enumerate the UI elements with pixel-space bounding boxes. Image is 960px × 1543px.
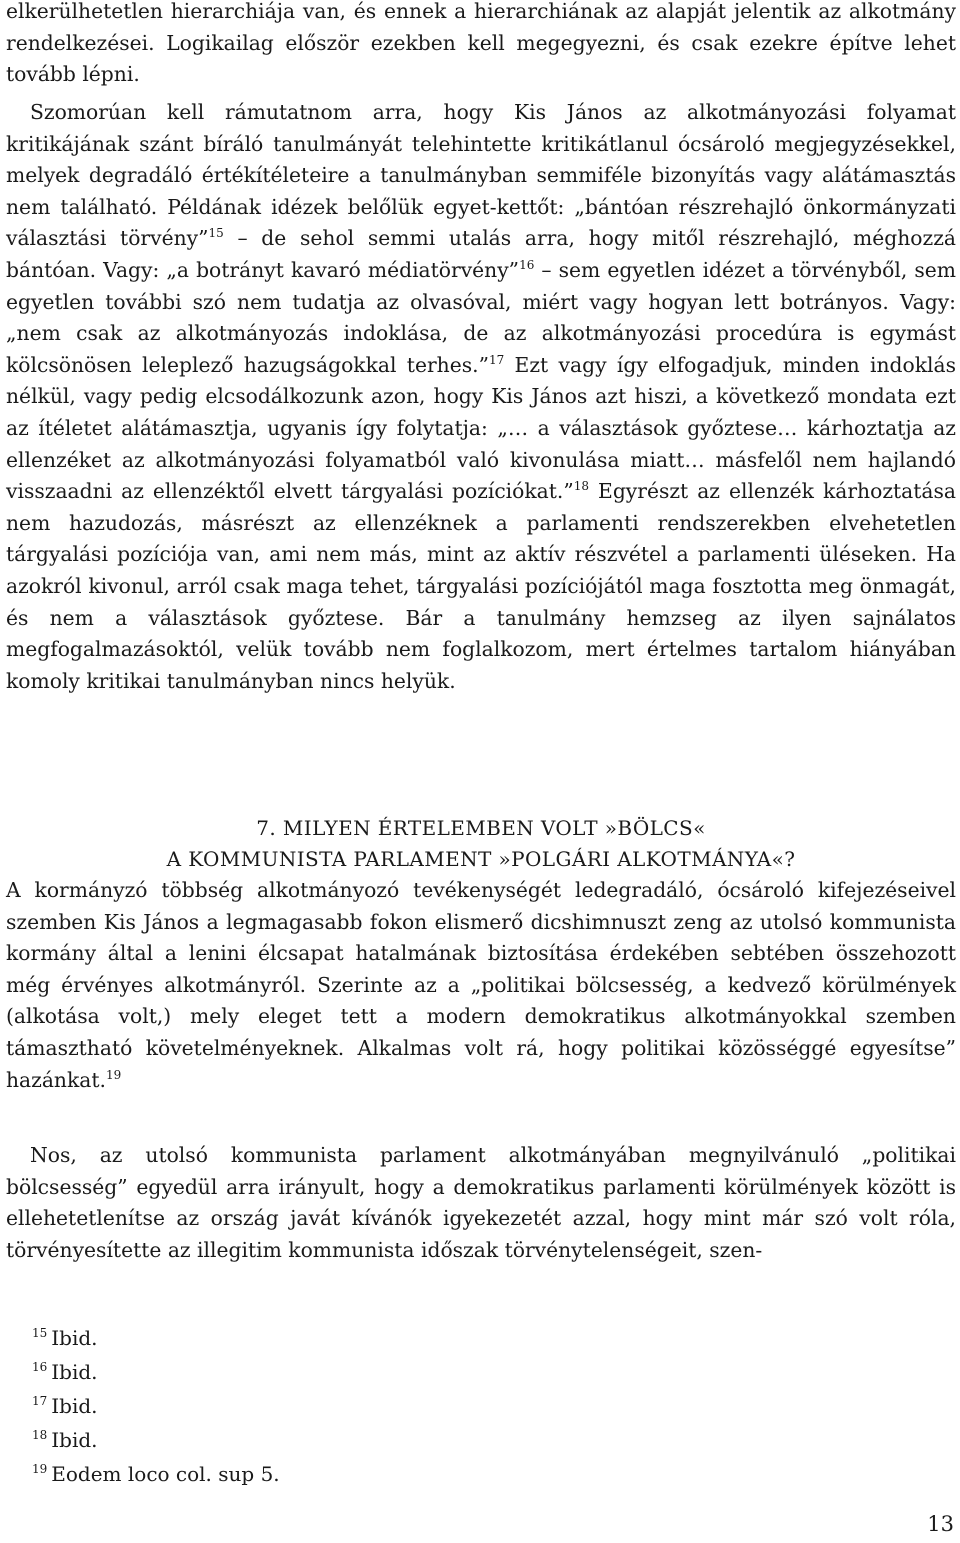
text-run: – sem egyetlen idézet a törvényből, sem egyetlen további szó nem tudatja az olvasóval, miért vagy hogyan lett botrányos. Vagy: „nem csak az alkotmányozás indoklása, de az alkotmányozási procedúra is egymást kölcsönösen leleplező hazugságokkal terhes.” [6, 257, 956, 377]
footnote-text: Ibid. [51, 1428, 98, 1452]
text-run: Egyrészt az ellenzék kárhoztatása nem hazudozás, másrészt az ellenzéknek a parlamenti rendszerekben elvehetetlen tárgyalási pozíciója van, ami nem más, mint az aktív részvétel a parlamenti üléseken. Ha azokról kivonul, arról csak maga tehet, tárgyalási pozíciójától maga fosztotta meg önmagát, és nem a választások győztese. Bár a tanulmány hemzseg az ilyen sajnálatos megfogalmazásoktól, velük tovább nem foglalkozom, mert értelmes tartalom hiányában komoly kritikai tanulmányban nincs helyük. [6, 479, 956, 693]
footnote-ref-18[interactable]: 18 [573, 479, 590, 494]
text-run: A kormányzó többség alkotmányozó tevékenységét ledegradáló, ócsároló kifejezéseivel szemben Kis János a legmagasabb fokon elismerő dicshimnuszt zeng az utolsó kommunista kormány által a lenini élcsapat hatalmának biztosítása érdekében sebtében összehozott még érvényes alkotmányról. Szerinte az a „politikai bölcsesség, a kedvező körülmények (alkotása volt,) mely eleget tett a modern demokratikus alkotmányokkal szemben támasztható követelményeknek. Alkalmas volt rá, hogy politikai közösséggé egyesítse” hazánkat. [6, 878, 956, 1092]
section-heading [6, 813, 956, 875]
footnote-15 [32, 1321, 632, 1355]
footnote-number: 16 [32, 1360, 48, 1374]
footnote-16 [32, 1355, 632, 1389]
footnote-text: Ibid. [51, 1326, 98, 1350]
paragraph-continuation: elkerülhetetlen hierarchiája van, és ennek a hierarchiának az alapját jelentik az alkotmány rendelkezései. Logikailag először ezekben kell megegyezni, és csak ezekre építve lehet tovább lépni. [6, 0, 956, 87]
text-run: Szomorúan kell rámutatnom arra, hogy Kis János az alkotmányozási folyamat kritikájának szánt bíráló tanulmányát telehintette kritikátlanul ócsároló megjegyzésekkel, melyek degradáló értékítéleteire a tanulmányban semmiféle bizonyítás vagy alátámasztás nem található. Példának idézek belőlük egyet-kettőt: „bántóan részrehajló önkormányzati választási törvény” [6, 100, 956, 251]
footnote-text: Eodem loco col. sup 5. [51, 1462, 280, 1486]
footnote-ref-19[interactable]: 19 [105, 1067, 122, 1082]
footnote-ref-16[interactable]: 16 [519, 257, 535, 272]
footnote-number: 19 [32, 1462, 48, 1476]
footnote-ref-17[interactable]: 17 [488, 352, 505, 367]
footnotes [32, 1321, 632, 1491]
section-heading-line-2: A KOMMUNISTA PARLAMENT »POLGÁRI ALKOTMÁNYA«? [166, 847, 796, 871]
section-heading-line-1: 7. MILYEN ÉRTELEMBEN VOLT »BÖLCS« [256, 816, 706, 840]
paragraph-constitution [6, 875, 956, 1096]
footnote-number: 15 [32, 1326, 48, 1340]
footnote-text: Ibid. [51, 1394, 98, 1418]
text-run: Ezt vagy így elfogadjuk, minden indoklás nélkül, vagy pedig elcsodálkozunk azon, hogy Kis János azt hiszi, a következő mondata ezt az ítéletet alátámasztja, ugyanis így folytatja: „… a választások győztese… kárhoztatja az ellenzéket az alkotmányozási folyamatból való kivonulása miatt… másfelől nem hajlandó visszaadni az ellenzéktől elvett tárgyalási pozíciókat.” [6, 352, 956, 504]
paragraph-political-wisdom: Nos, az utolsó kommunista parlament alkotmányában megnyilvánuló „politikai bölcsesség” egyedül arra irányult, hogy a demokratikus parlamenti körülmények között is ellehetetlenítse az ország javát kívánók igyekezetét azzal, hogy mint már szó volt róla, törvényesítette az illegitim kommunista időszak törvénytelenségeit, szen- [6, 1143, 956, 1262]
page-number: 13 [927, 1512, 954, 1536]
footnote-18 [32, 1423, 632, 1457]
footnote-number: 18 [32, 1428, 48, 1442]
footnote-19 [32, 1457, 632, 1491]
text-run: – de sehol semmi utalás arra, hogy mitől részrehajló, méghozzá bántóan. Vagy: „a botrányt kavaró médiatörvény” [6, 226, 956, 282]
footnote-ref-15[interactable]: 15 [208, 226, 224, 241]
footnote-text: Ibid. [51, 1360, 98, 1384]
footnote-17 [32, 1389, 632, 1423]
footnote-number: 17 [32, 1394, 48, 1408]
paragraph-criticism [6, 97, 956, 697]
